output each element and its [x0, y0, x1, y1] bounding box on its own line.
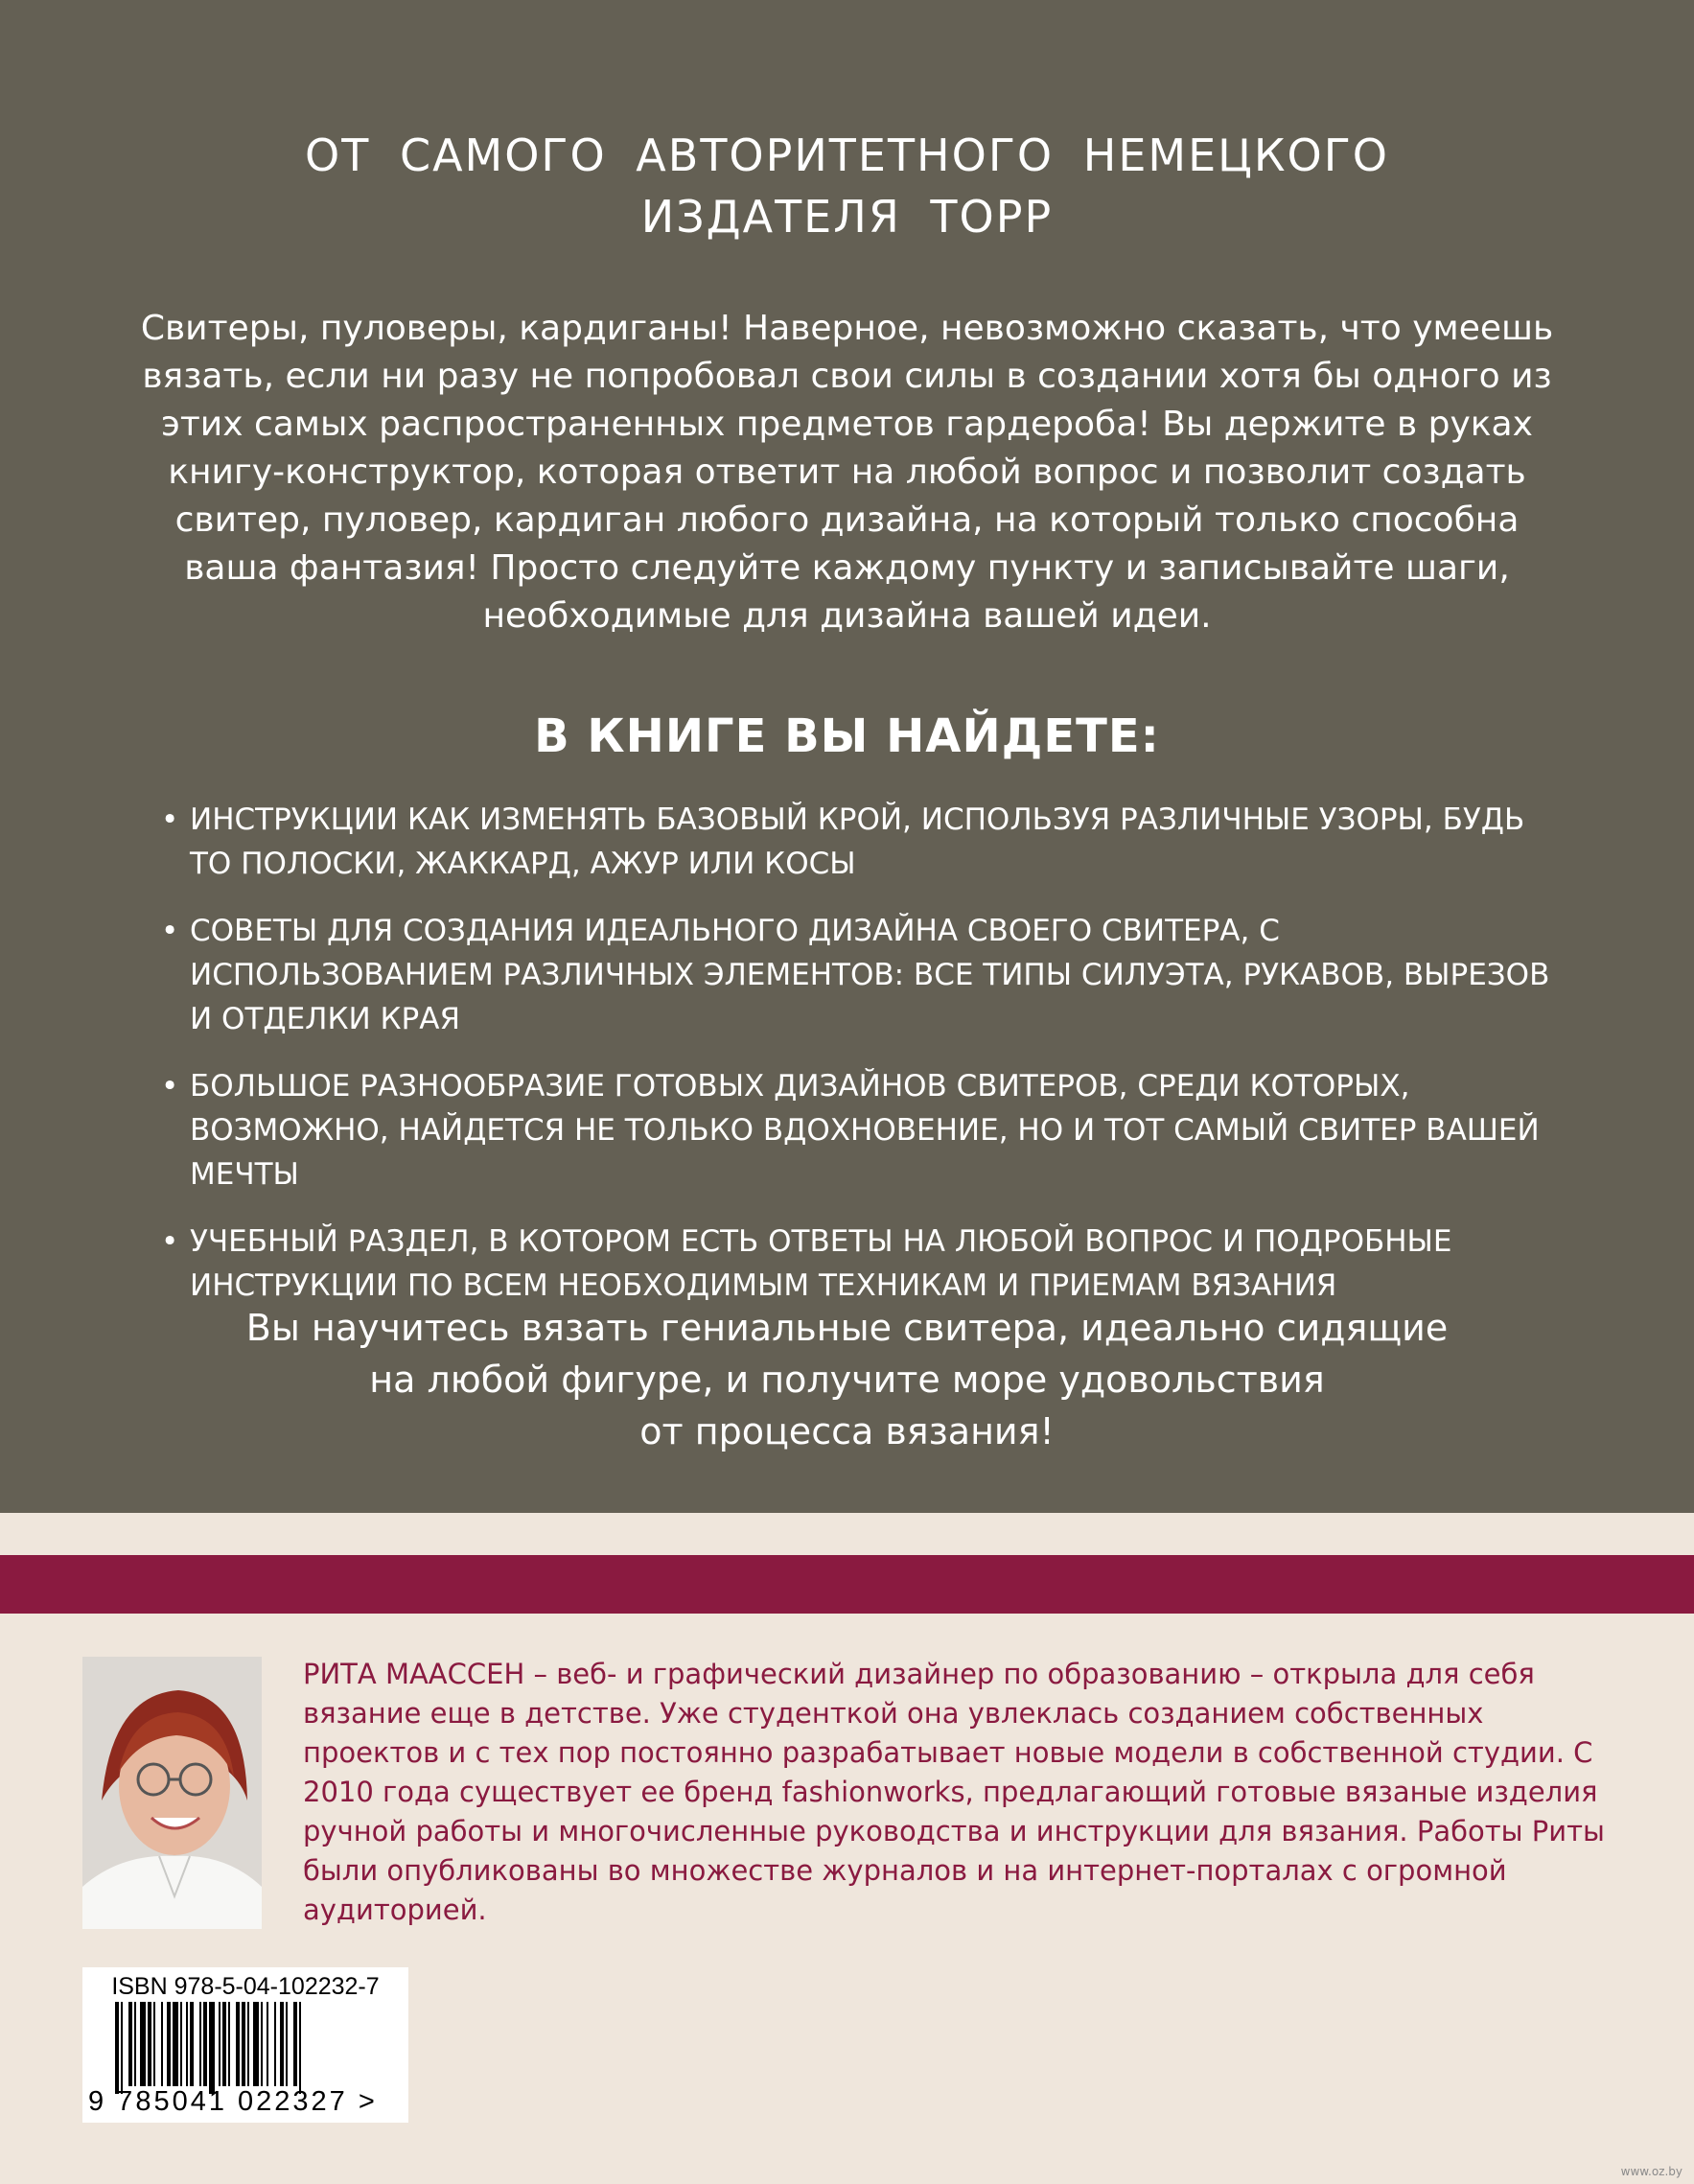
barcode-bar: [121, 2002, 123, 2094]
barcode-bar: [293, 2002, 297, 2086]
barcode-bar: [203, 2002, 207, 2086]
barcode-bar: [153, 2002, 155, 2086]
closing-line-3: от процесса вязания!: [639, 1410, 1055, 1452]
barcode-bar: [219, 2002, 220, 2086]
find-heading: В КНИГЕ ВЫ НАЙДЕТЕ:: [534, 709, 1160, 763]
closing-text: [0, 1302, 1694, 1457]
closing-line-1: Вы научитесь вязать гениальные свитера, идеально сидящие: [245, 1307, 1449, 1349]
barcode-bar: [134, 2002, 136, 2086]
feature-item: • СОВЕТЫ ДЛЯ СОЗДАНИЯ ИДЕАЛЬНОГО ДИЗАЙНА СВОЕГО СВИТЕРА, С ИСПОЛЬЗОВАНИЕМ РАЗЛИЧНЫХ ЭЛЕМЕНТОВ: ВСЕ ТИПЫ СИЛУЭТА, РУКАВОВ, ВЫРЕЗОВ И ОТДЕЛКИ КРАЯ: [161, 909, 1561, 1041]
feature-item: • УЧЕБНЫЙ РАЗДЕЛ, В КОТОРОМ ЕСТЬ ОТВЕТЫ НА ЛЮБОЙ ВОПРОС И ПОДРОБНЫЕ ИНСТРУКЦИИ ПО ВСЕМ НЕОБХОДИМЫМ ТЕХНИКАМ И ПРИЕМАМ ВЯЗАНИЯ: [161, 1220, 1561, 1308]
barcode-bar: [148, 2002, 151, 2086]
source-watermark: www.oz.by: [1620, 2165, 1682, 2178]
feature-item: • ИНСТРУКЦИИ КАК ИЗМЕНЯТЬ БАЗОВЫЙ КРОЙ, ИСПОЛЬЗУЯ РАЗЛИЧНЫЕ УЗОРЫ, БУДЬ ТО ПОЛОСКИ, ЖАККАРД, АЖУР ИЛИ КОСЫ: [161, 798, 1561, 886]
barcode-bar: [186, 2002, 188, 2086]
barcode-bar: [140, 2002, 146, 2086]
barcode-bar: [167, 2002, 171, 2086]
author-bio: РИТА МААССЕН – веб- и графический дизайнер по образованию – открыла для себя вязание еще в детстве. Уже студенткой она увлеклась созданием собственных проектов и с тех пор постоянно разрабатывает новые модели в собственной студии. С 2010 года существует ее бренд fashionworks, предлагающий готовые вязаные изделия ручной работы и многочисленные руководства и инструкции для вязания. Работы Риты были опубликованы во множестве журналов и на интернет-порталах с огромной аудиторией.: [303, 1658, 1605, 1926]
isbn-label: ISBN 978-5-04-102232-7: [111, 1973, 380, 2000]
barcode-bar: [242, 2002, 245, 2086]
barcode-bars-icon: [115, 2002, 422, 2094]
barcode-digits: 9 785041 022327 >: [88, 2086, 378, 2117]
barcode-bar: [280, 2002, 284, 2086]
tagline-line-1: ОТ САМОГО АВТОРИТЕТНОГО НЕМЕЦКОГО: [305, 129, 1389, 181]
barcode-bar: [128, 2002, 132, 2086]
barcode-bar: [299, 2002, 301, 2094]
barcode-bar: [267, 2002, 268, 2086]
barcode-bar: [115, 2002, 119, 2094]
barcode-bar: [247, 2002, 249, 2086]
barcode-bar: [228, 2002, 230, 2086]
features-list: [161, 798, 1561, 1331]
barcode-bar: [253, 2002, 259, 2086]
accent-stripe: [0, 1555, 1694, 1614]
intro-paragraph: Свитеры, пуловеры, кардиганы! Наверное, невозможно сказать, что умеешь вязать, если ни разу не попробовал свои силы в создании хотя бы одного из этих самых распространенных предметов гардероба! Вы держите в руках книгу-конструктор, которая ответит на любой вопрос и позволит создать свитер, пуловер, кардиган любого дизайна, на который только способна ваша фантазия! Просто следуйте каждому пункту и записывайте шаги, необходимые для дизайна вашей идеи.: [140, 309, 1554, 636]
barcode-bar: [261, 2002, 263, 2086]
barcode: [82, 1967, 408, 2123]
barcode-bar: [190, 2002, 194, 2086]
barcode-bar: [274, 2002, 276, 2086]
barcode-bar: [286, 2002, 288, 2086]
feature-item: • БОЛЬШОЕ РАЗНООБРАЗИЕ ГОТОВЫХ ДИЗАЙНОВ СВИТЕРОВ, СРЕДИ КОТОРЫХ, ВОЗМОЖНО, НАЙДЕТСЯ НЕ ТОЛЬКО ВДОХНОВЕНИЕ, НО И ТОТ САМЫЙ СВИТЕР ВАШЕЙ МЕЧТЫ: [161, 1064, 1561, 1197]
barcode-bar: [180, 2002, 182, 2086]
barcode-bar: [173, 2002, 178, 2086]
barcode-bar: [236, 2002, 240, 2086]
barcode-bar: [161, 2002, 163, 2086]
tagline: [0, 125, 1694, 247]
barcode-bar: [199, 2002, 201, 2086]
closing-line-2: на любой фигуре, и получите море удовольствия: [369, 1359, 1325, 1401]
author-portrait-icon: [82, 1657, 262, 1929]
tagline-line-2: ИЗДАТЕЛЯ TOPP: [640, 191, 1054, 243]
barcode-bar: [222, 2002, 226, 2086]
author-photo: [82, 1657, 262, 1929]
barcode-bar: [209, 2002, 215, 2094]
